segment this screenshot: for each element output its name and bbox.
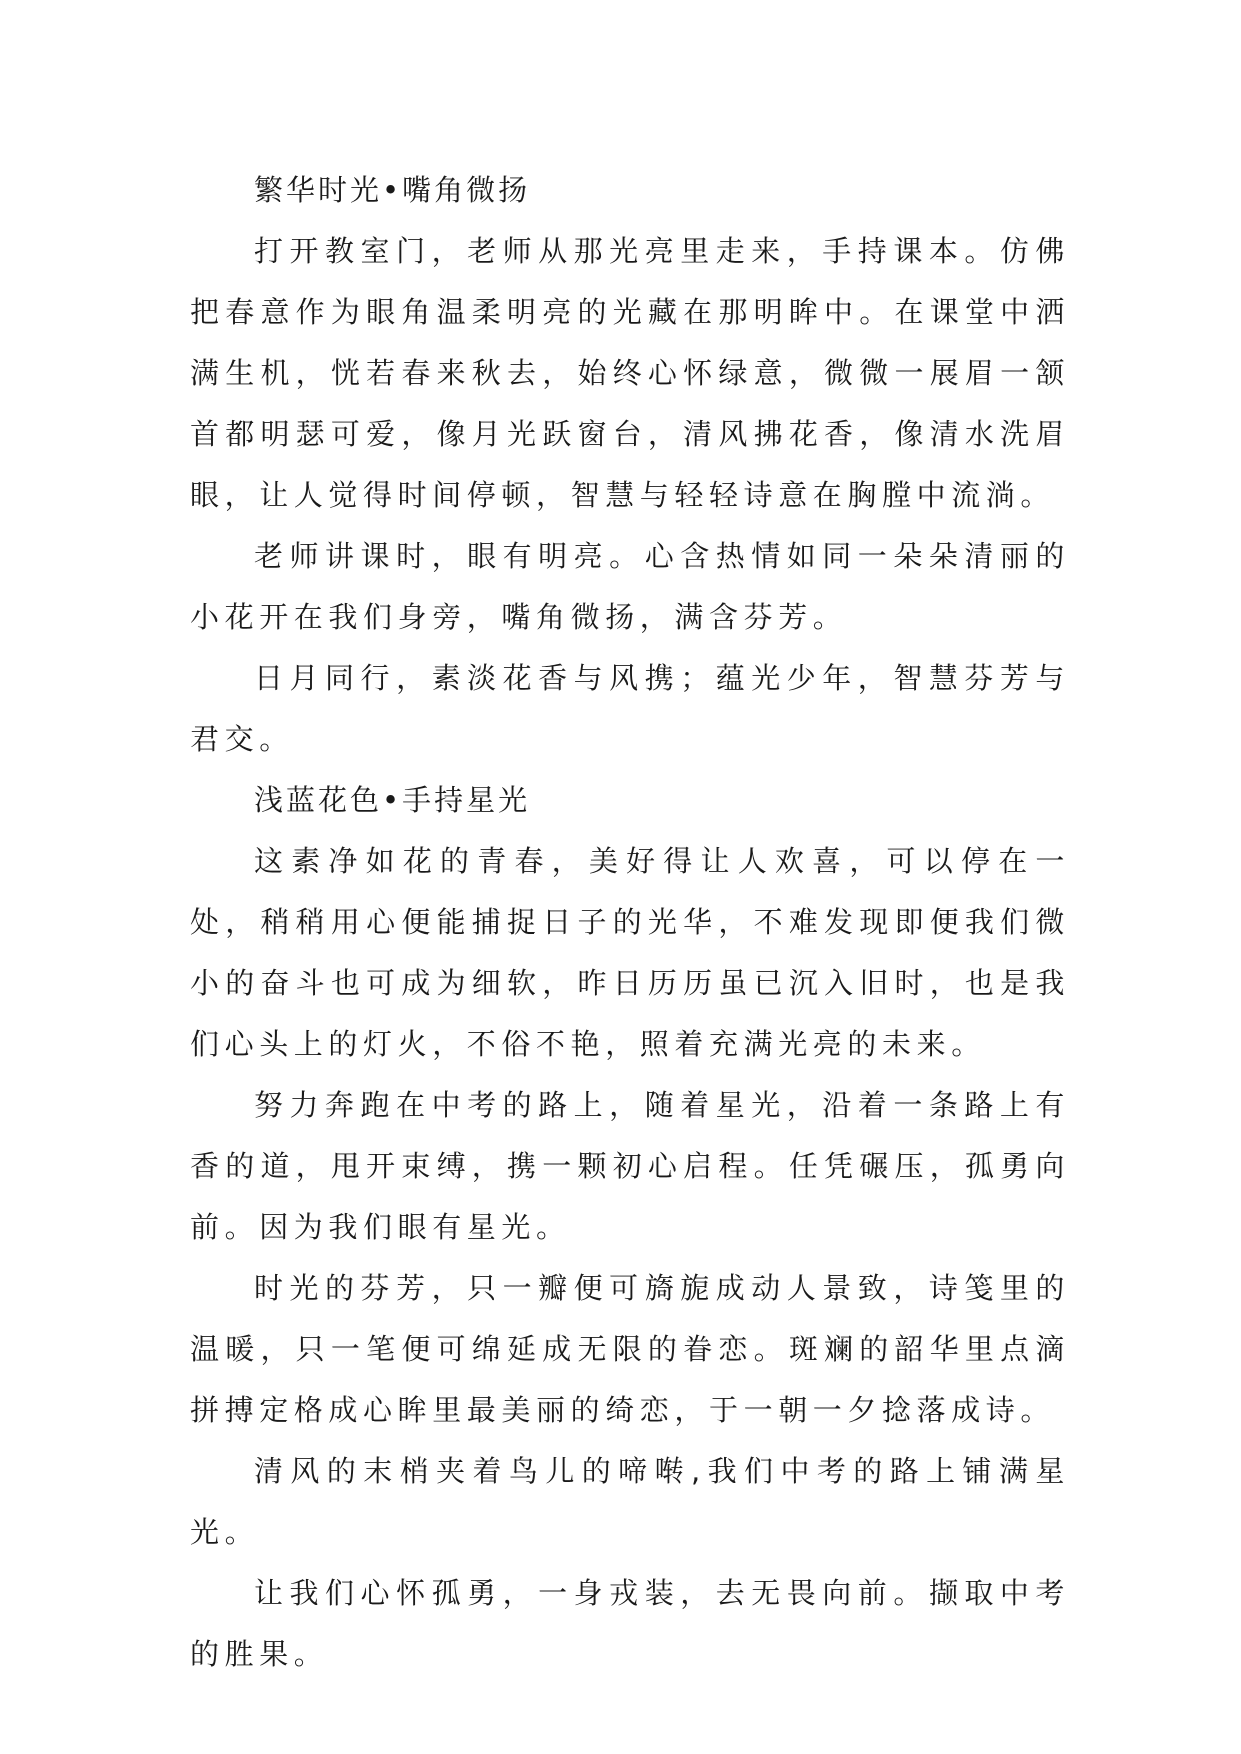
body-paragraph: 老师讲课时，眼有明亮。心含热情如同一朵朵清丽的小花开在我们身旁，嘴角微扬，满含芬芳。 [190,539,1070,634]
document-page [190,160,1070,1685]
section-heading: 繁华时光•嘴角微扬 [254,173,531,207]
body-paragraph: 努力奔跑在中考的路上，随着星光，沿着一条路上有香的道，甩开束缚，携一颗初心启程。任凭碾压，孤勇向前。因为我们眼有星光。 [190,1088,1070,1244]
body-paragraph: 打开教室门，老师从那光亮里走来，手持课本。仿佛把春意作为眼角温柔明亮的光藏在那明眸中。在课堂中洒满生机，恍若春来秋去，始终心怀绿意，微微一展眉一颔首都明瑟可爱，像月光跃窗台，清风拂花香，像清水洗眉眼，让人觉得时间停顿，智慧与轻轻诗意在胸膛中流淌。 [190,234,1070,512]
body-paragraph: 清风的末梢夹着鸟儿的啼啭,我们中考的路上铺满星光。 [190,1454,1070,1549]
section-heading: 浅蓝花色•手持星光 [254,783,531,817]
body-paragraph: 这素净如花的青春，美好得让人欢喜，可以停在一处，稍稍用心便能捕捉日子的光华，不难发现即便我们微小的奋斗也可成为细软，昨日历历虽已沉入旧时，也是我们心头上的灯火，不俗不艳，照着充满光亮的未来。 [190,844,1070,1061]
body-paragraph: 时光的芬芳，只一瓣便可旖旎成动人景致，诗笺里的温暖，只一笔便可绵延成无限的眷恋。斑斓的韶华里点滴拼搏定格成心眸里最美丽的绮恋，于一朝一夕捻落成诗。 [190,1271,1070,1427]
body-paragraph: 让我们心怀孤勇，一身戎装，去无畏向前。撷取中考的胜果。 [190,1576,1070,1671]
body-paragraph: 日月同行，素淡花香与风携；蕴光少年，智慧芬芳与君交。 [190,661,1070,756]
